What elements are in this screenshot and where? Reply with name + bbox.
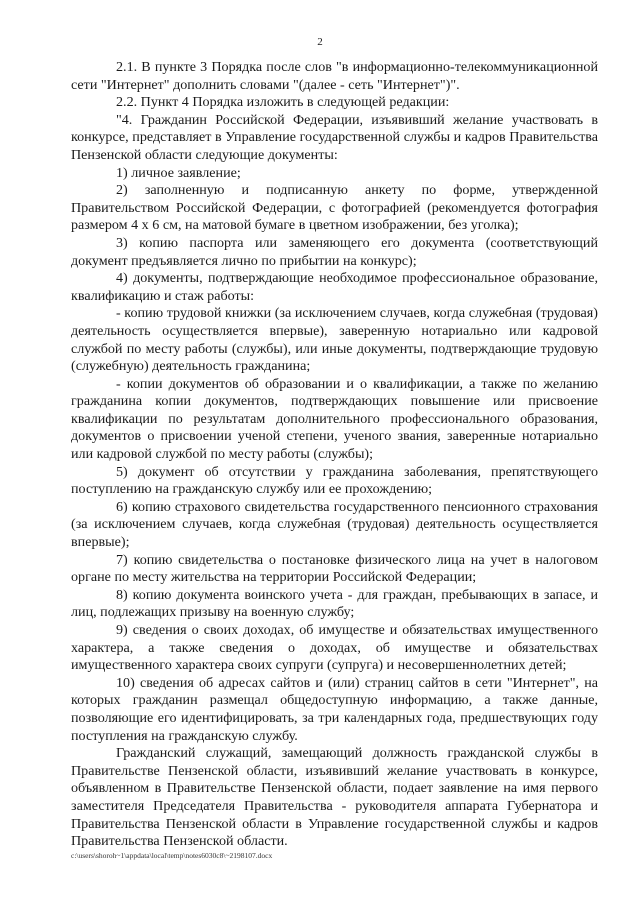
paragraph-item-4-intro: "4. Гражданин Российской Федерации, изъявивший желание участвовать в конкурсе, представляет в Управление государственной службы и кадров Правительства Пензенской области следующие документы: (71, 111, 598, 163)
document-body (71, 59, 598, 851)
list-item-4-dash-1: - копию трудовой книжки (за исключением случаев, когда служебная (трудовая) деятельность осуществляется впервые), заверенную нотариально или кадровой службой по месту работы (службы), или иные документы, подтверждающие трудовую (служебную) деятельность гражданина; (71, 305, 598, 375)
list-item-9: 9) сведения о своих доходах, об имуществе и обязательствах имущественного характера, а также сведения о доходах, об имуществе и обязательствах имущественного характера своих супруги (супруга) и несовершеннолетних детей; (71, 622, 598, 674)
list-item-1: 1) личное заявление; (116, 164, 241, 181)
list-item-6: 6) копию страхового свидетельства государственного пенсионного страхования (за исключением случаев, когда служебная (трудовая) деятельность осуществляется впервые); (71, 498, 598, 551)
paragraph-civil-servant: Гражданский служащий, замещающий должность гражданской службы в Правительстве Пензенской области, изъявивший желание участвовать в конкурсе, объявленном в Правительстве Пензенской области, подает заявление на имя первого заместителя Председателя Правительства - руководителя аппарата Губернатора и Правительства Пензенской области в Управление государственной службы и кадров Правительства Пензенской области. (71, 745, 598, 850)
paragraph-2-2: 2.2. Пункт 4 Порядка изложить в следующей редакции: (116, 94, 450, 111)
list-item-2: 2) заполненную и подписанную анкету по форме, утвержденной Правительством Российской Федерации, с фотографией (рекомендуется фотография размером 4 х 6 см, на матовой бумаге в цветном изображении, без уголка); (71, 182, 598, 234)
list-item-3: 3) копию паспорта или заменяющего его документа (соответствующий документ предъявляется лично по прибытии на конкурс); (71, 234, 598, 269)
list-item-8: 8) копию документа воинского учета - для граждан, пребывающих в запасе, и лиц, подлежащих призыву на военную службу; (71, 586, 598, 621)
list-item-7: 7) копию свидетельства о постановке физического лица на учет в налоговом органе по месту жительства на территории Российской Федерации; (71, 551, 598, 586)
list-item-5: 5) документ об отсутствии у гражданина заболевания, препятствующего поступлению на гражданскую службу или ее прохождению; (71, 463, 598, 498)
list-item-4-dash-2: - копии документов об образовании и о квалификации, а также по желанию гражданина копии документов, подтверждающих повышение или присвоение квалификации по результатам дополнительного профессионального образования, документов о присвоении ученой степени, ученого звания, заверенные нотариально или кадровой службой по месту работы (службы); (71, 375, 598, 463)
paragraph-2-1: 2.1. В пункте 3 Порядка после слов "в информационно-телекоммуникационной сети "Интернет" дополнить словами "(далее - сеть "Интернет")". (71, 59, 598, 93)
list-item-10: 10) сведения об адресах сайтов и (или) страниц сайтов в сети "Интернет", на которых гражданин размещал общедоступную информацию, а также данные, позволяющие его идентифицировать, за три календарных года, предшествующих году поступления на гражданскую службу. (71, 674, 598, 744)
page-number: 2 (317, 36, 323, 48)
file-path-footer: c:\users\shoroh~1\appdata\local\temp\notes6030c8\~2198107.docx (71, 851, 273, 860)
list-item-4: 4) документы, подтверждающие необходимое профессиональное образование, квалификацию и стаж работы: (71, 270, 598, 304)
